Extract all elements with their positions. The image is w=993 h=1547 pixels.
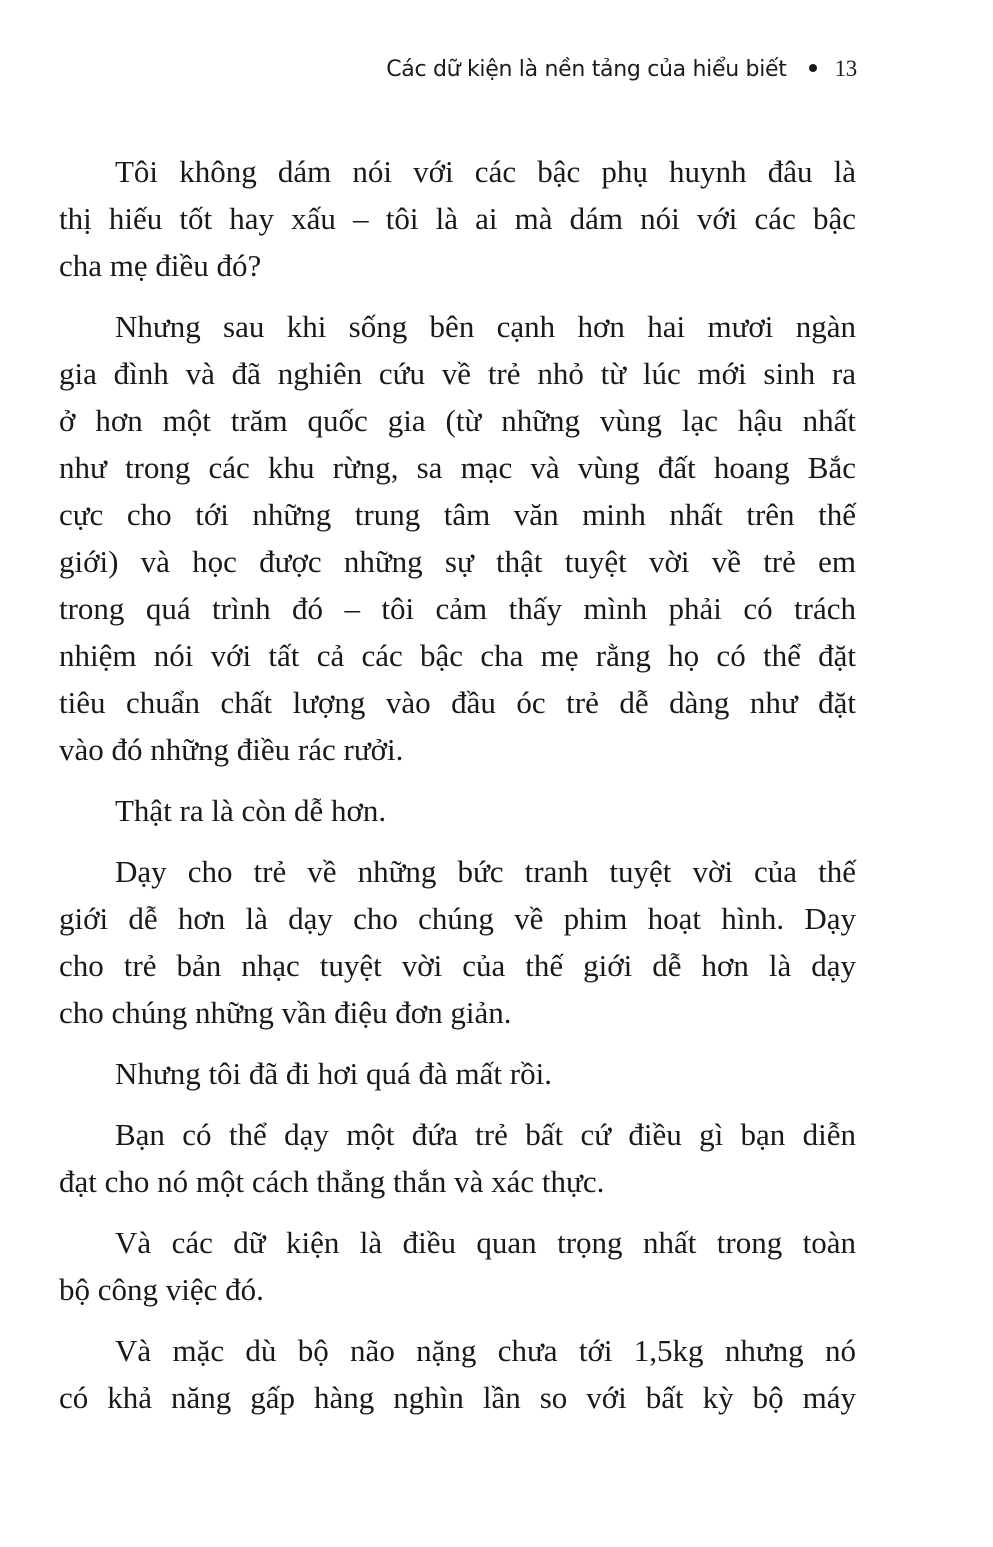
text-line: Tôi không dám nói với các bậc phụ huynh đâu là xyxy=(115,154,856,189)
paragraph xyxy=(59,848,856,1036)
text-line: Nhưng sau khi sống bên cạnh hơn hai mươi ngàn xyxy=(115,309,856,344)
text-line: Nhưng tôi đã đi hơi quá đà mất rồi. xyxy=(115,1056,552,1091)
text-line: giới) và học được những sự thật tuyệt vời về trẻ em xyxy=(59,544,856,579)
text-line: có khả năng gấp hàng nghìn lần so với bất kỳ bộ máy xyxy=(59,1380,856,1415)
running-header xyxy=(386,56,857,82)
text-line: tiêu chuẩn chất lượng vào đầu óc trẻ dễ dàng như đặt xyxy=(59,685,856,720)
text-line: nhiệm nói với tất cả các bậc cha mẹ rằng họ có thể đặt xyxy=(59,638,856,673)
text-line: cực cho tới những trung tâm văn minh nhất trên thế xyxy=(59,497,856,532)
text-line: cha mẹ điều đó? xyxy=(59,248,262,283)
paragraph xyxy=(59,148,856,289)
text-line: cho chúng những vần điệu đơn giản. xyxy=(59,995,512,1030)
paragraph xyxy=(59,1111,856,1205)
page-number: 13 xyxy=(834,56,857,81)
text-line: gia đình và đã nghiên cứu về trẻ nhỏ từ lúc mới sinh ra xyxy=(59,356,856,391)
paragraph xyxy=(59,1219,856,1313)
text-line: thị hiếu tốt hay xấu – tôi là ai mà dám nói với các bậc xyxy=(59,201,856,236)
text-line: Bạn có thể dạy một đứa trẻ bất cứ điều gì bạn diễn xyxy=(115,1117,856,1152)
text-line: cho trẻ bản nhạc tuyệt vời của thế giới dễ hơn là dạy xyxy=(59,948,856,983)
paragraph xyxy=(59,303,856,773)
paragraph xyxy=(59,787,856,834)
text-line: Dạy cho trẻ về những bức tranh tuyệt vời của thế xyxy=(115,854,856,889)
text-line: trong quá trình đó – tôi cảm thấy mình phải có trách xyxy=(59,591,856,626)
text-line: ở hơn một trăm quốc gia (từ những vùng lạc hậu nhất xyxy=(59,403,856,438)
text-line: vào đó những điều rác rưởi. xyxy=(59,732,404,767)
paragraph xyxy=(59,1327,856,1421)
bullet-separator-icon xyxy=(809,64,817,72)
chapter-title: Các dữ kiện là nền tảng của hiểu biết xyxy=(386,57,787,82)
paragraph xyxy=(59,1050,856,1097)
text-line: Và mặc dù bộ não nặng chưa tới 1,5kg nhưng nó xyxy=(115,1333,856,1368)
text-line: đạt cho nó một cách thẳng thắn và xác thực. xyxy=(59,1164,605,1199)
text-line: bộ công việc đó. xyxy=(59,1272,264,1307)
text-line: giới dễ hơn là dạy cho chúng về phim hoạt hình. Dạy xyxy=(59,901,856,936)
text-line: Và các dữ kiện là điều quan trọng nhất trong toàn xyxy=(115,1225,856,1260)
text-line: như trong các khu rừng, sa mạc và vùng đất hoang Bắc xyxy=(59,450,856,485)
text-line: Thật ra là còn dễ hơn. xyxy=(115,793,387,828)
body-text xyxy=(59,148,856,1435)
